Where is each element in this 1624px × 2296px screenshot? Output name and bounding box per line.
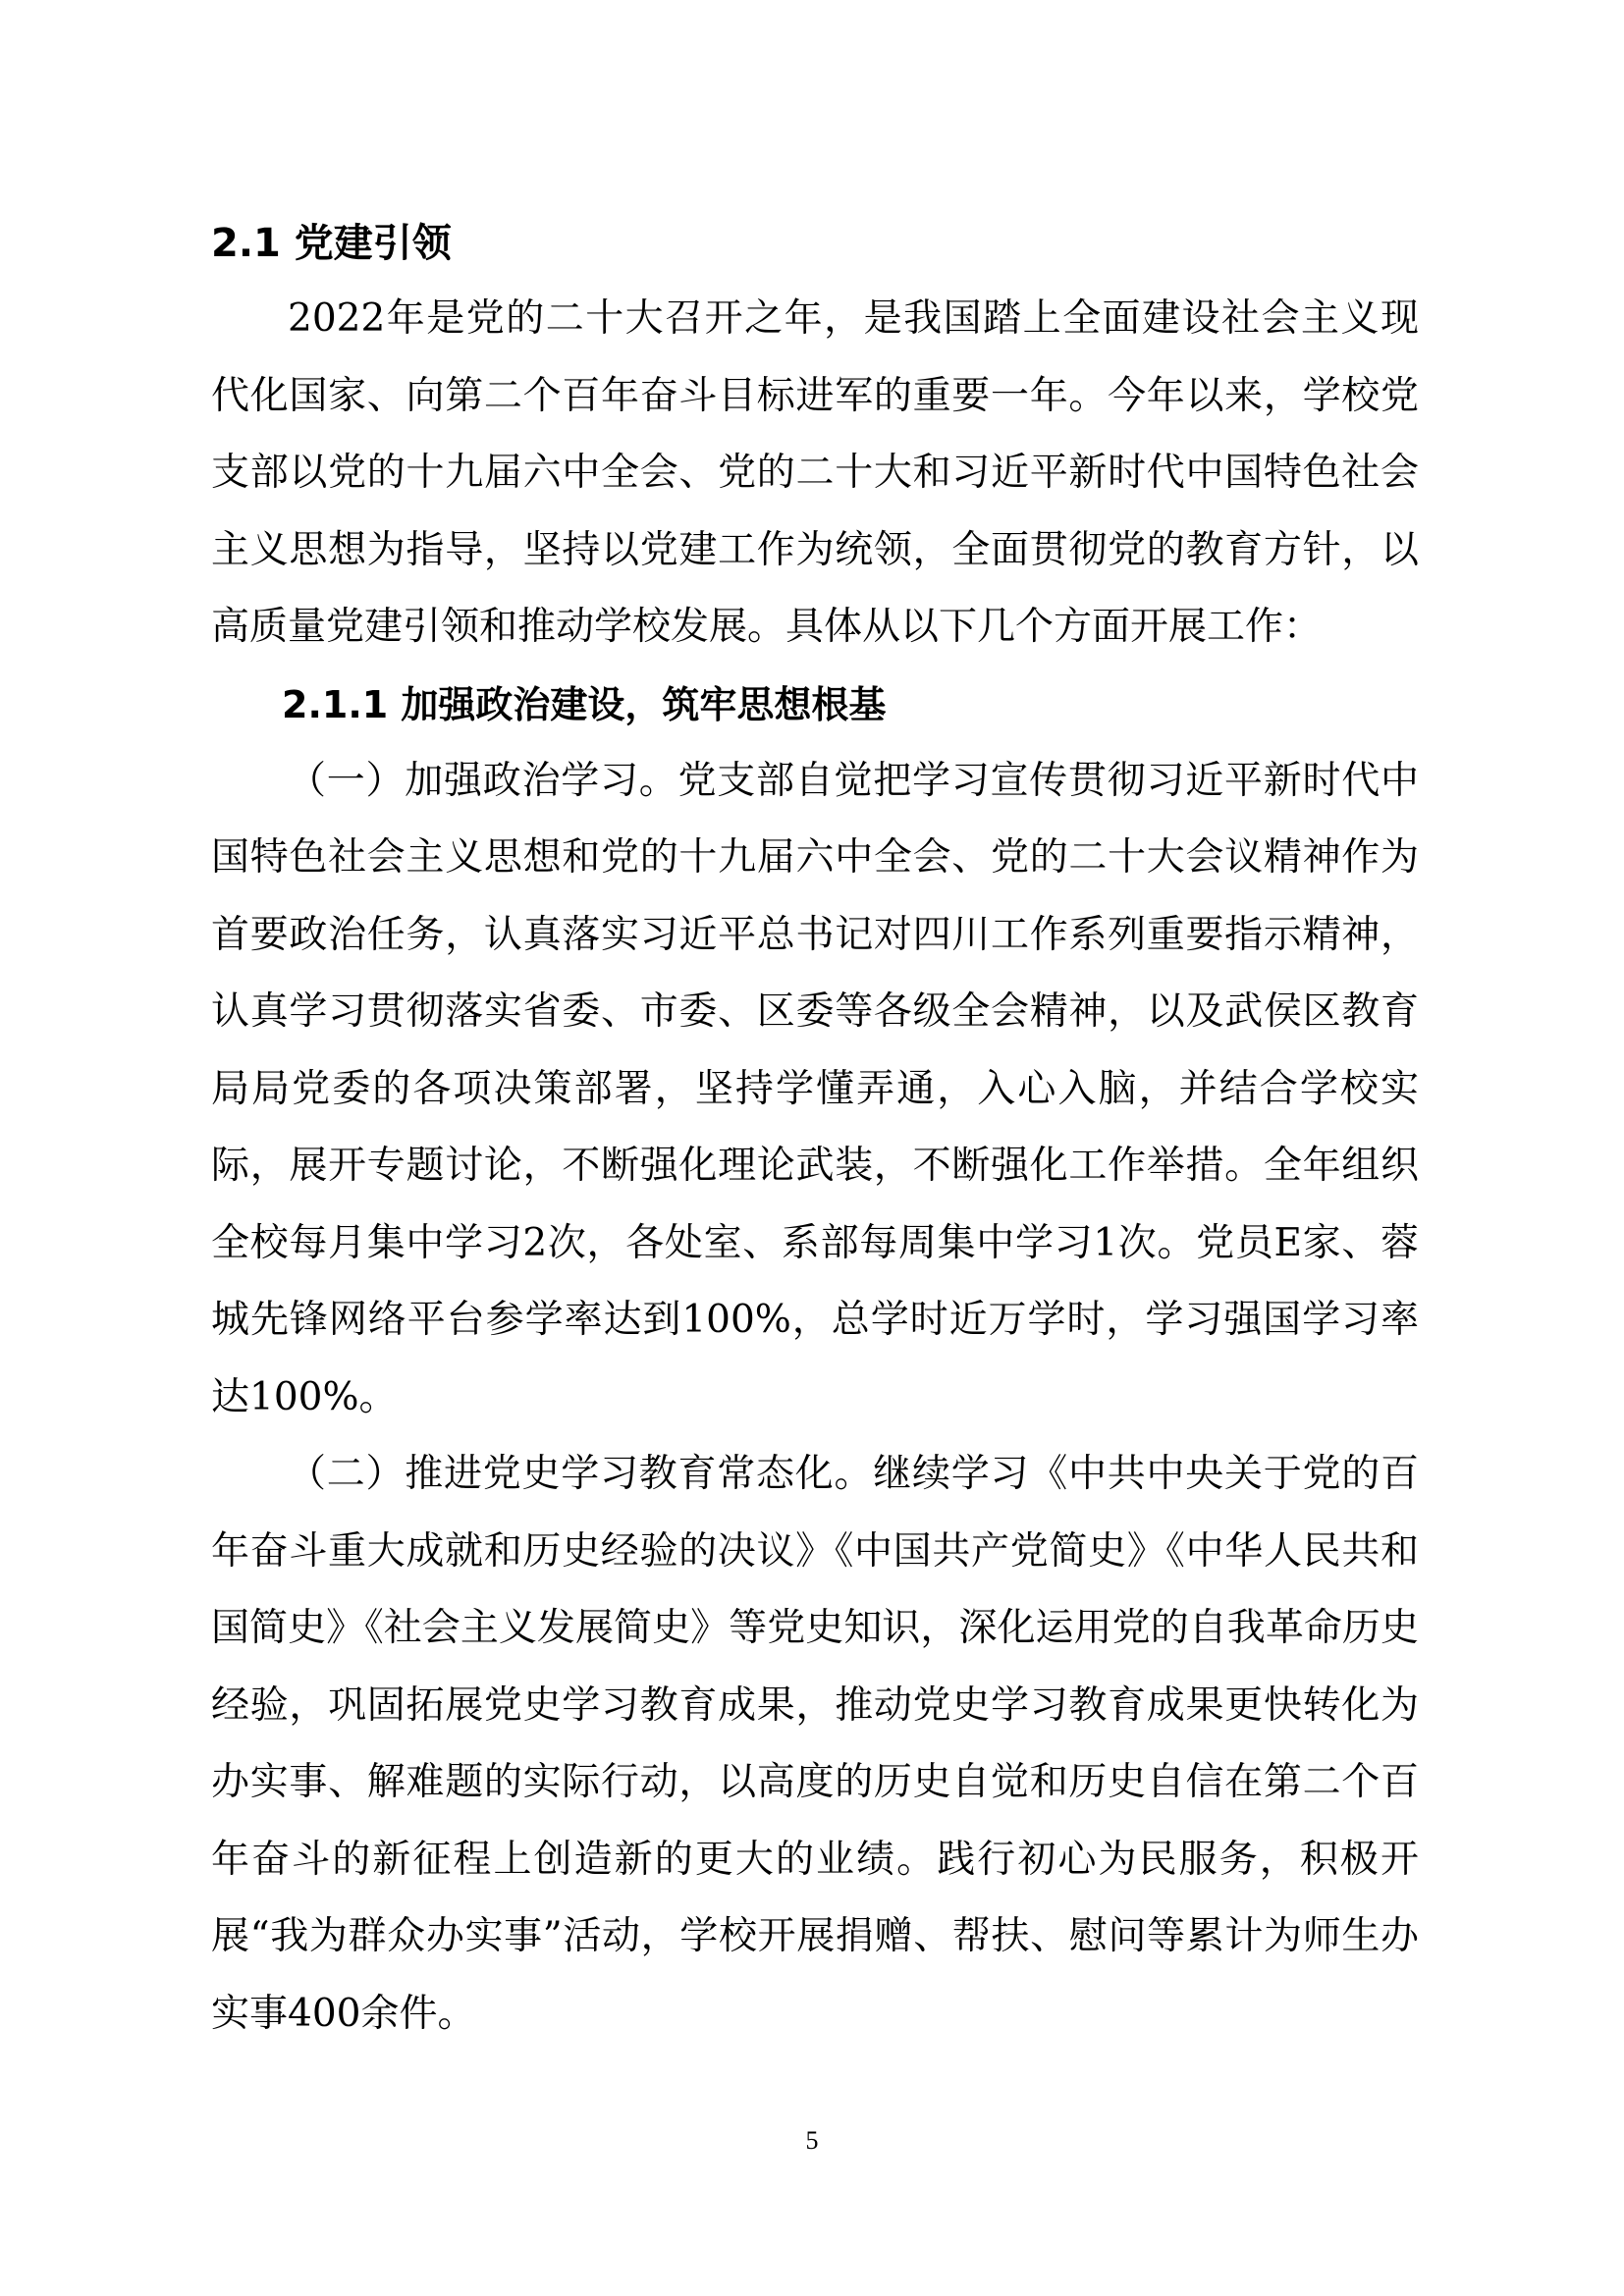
page-number: 5 <box>805 2126 819 2155</box>
intro-paragraph: 2022年是党的二十大召开之年，是我国踏上全面建设社会主义现代化国家、向第二个百年奋斗目标进军的重要一年。今年以来，学校党支部以党的十九届六中全会、党的二十大和习近平新时代中国特色社会主义思想为指导，坚持以党建工作为统领，全面贯彻党的教育方针，以高质量党建引领和推动学校发展。具体从以下几个方面开展工作： <box>211 296 1419 649</box>
page-content <box>211 206 1419 2053</box>
section-heading: 2.1 党建引领 <box>211 221 452 266</box>
paragraph-political-study: （一）加强政治学习。党支部自觉把学习宣传贯彻习近平新时代中国特色社会主义思想和党的十九届六中全会、党的二十大会议精神作为首要政治任务，认真落实习近平总书记对四川工作系列重要指示精神，认真学习贯彻落实省委、市委、区委等各级全会精神，以及武侯区教育局局党委的各项决策部署，坚持学懂弄通，入心入脑，并结合学校实际，展开专题讨论，不断强化理论武装，不断强化工作举措。全年组织全校每月集中学习2次，各处室、系部每周集中学习1次。党员E家、蓉城先锋网络平台参学率达到100%，总学时近万学时，学习强国学习率达100%。 <box>211 758 1419 1419</box>
subsection-heading: 2.1.1 加强政治建设，筑牢思想根基 <box>282 682 887 726</box>
paragraph-party-history: （二）推进党史学习教育常态化。继续学习《中共中央关于党的百年奋斗重大成就和历史经验的决议》《中国共产党简史》《中华人民共和国简史》《社会主义发展简史》等党史知识，深化运用党的自我革命历史经验，巩固拓展党史学习教育成果，推动党史学习教育成果更快转化为办实事、解难题的实际行动，以高度的历史自觉和历史自信在第二个百年奋斗的新征程上创造新的更大的业绩。践行初心为民服务，积极开展“我为群众办实事”活动，学校开展捐赠、帮扶、慰问等累计为师生办实事400余件。 <box>211 1452 1419 2036</box>
